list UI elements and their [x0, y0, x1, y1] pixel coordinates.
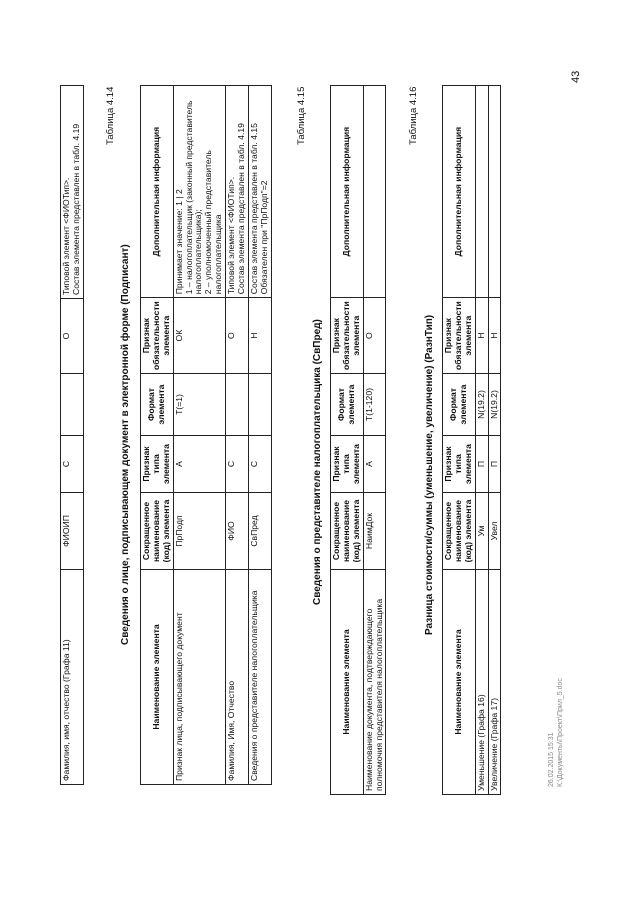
header-row: [443, 86, 476, 795]
header-cell: Наименование элемента: [141, 570, 174, 785]
table-4-16: [442, 85, 501, 795]
header-cell: Признак типа элемента: [141, 436, 174, 493]
table-row: [61, 86, 84, 785]
table-4-15: [330, 85, 386, 795]
header-cell: Сокращенное наименование (код) элемента: [331, 493, 364, 570]
cell-name: Наименование документа, подтверждающего полномочия представителя налогоплательщика: [363, 570, 386, 795]
cell-format: N(19.2): [488, 374, 501, 436]
cell-name: Увеличение (Графа 17): [488, 570, 501, 795]
header-cell: Формат элемента: [331, 374, 364, 436]
header-cell: Признак типа элемента: [443, 436, 476, 493]
cell-type: С: [61, 436, 84, 493]
cell-type: С: [248, 436, 271, 493]
header-row: [331, 86, 364, 795]
cell-info: [475, 86, 488, 298]
cell-format: [226, 374, 249, 436]
cell-type: С: [226, 436, 249, 493]
cell-required: Н: [248, 298, 271, 374]
cell-code: ФИОИП: [61, 493, 84, 570]
table-label: Таблица 4.16: [408, 86, 419, 145]
continuation-table: [60, 85, 84, 785]
cell-format: T(1-120): [363, 374, 386, 436]
cell-info: Принимает значение: 1 | 2 1 – налогоплательщик (законный представитель налогоплательщика); 2 – уполномоченный представитель налогоплательщика: [173, 86, 225, 298]
table-title: Сведения о представителе налогоплательщика (СвПред): [312, 319, 323, 605]
cell-format: T(=1): [173, 374, 225, 436]
table-title: Разница стоимости/суммы (уменьшение, увеличение) (РазнТип): [424, 314, 435, 635]
cell-name: Признак лица, подписывающего документ: [173, 570, 225, 785]
stamp-line: К:\Документы\Проект\Прил_5.doc: [556, 678, 564, 787]
cell-type: А: [173, 436, 225, 493]
cell-format: [61, 374, 84, 436]
header-cell: Наименование элемента: [331, 570, 364, 795]
table-row: [488, 86, 501, 795]
cell-info: Типовой элемент <ФИОТип>. Состав элемента представлен в табл. 4.19: [61, 86, 84, 299]
cell-name: Сведения о представителе налогоплательщика: [248, 570, 271, 785]
cell-code: СвПред: [248, 493, 271, 570]
header-cell: Дополнительная информация: [443, 86, 476, 298]
cell-type: П: [475, 436, 488, 493]
cell-name: Уменьшение (Графа 16): [475, 570, 488, 795]
cell-code: ПрПодп: [173, 493, 225, 570]
header-cell: Признак обязательности элемента: [443, 298, 476, 374]
table-label: Таблица 4.14: [105, 86, 116, 145]
cell-required: Н: [475, 298, 488, 374]
header-cell: Дополнительная информация: [141, 86, 174, 298]
header-cell: Признак обязательности элемента: [331, 298, 364, 374]
cell-code: ФИО: [226, 493, 249, 570]
cell-required: ОК: [173, 298, 225, 374]
header-cell: Наименование элемента: [443, 570, 476, 795]
cell-required: О: [226, 298, 249, 374]
header-cell: Признак обязательности элемента: [141, 298, 174, 374]
cell-name: Фамилия, имя, отчество (Графа 11): [61, 570, 84, 785]
cell-name: Фамилия, Имя, Отчество: [226, 570, 249, 785]
file-stamp: [548, 678, 566, 787]
cell-info: Состав элемента представлен в табл. 4.15 Обязателен при "ПрПодп"=2: [248, 86, 271, 298]
header-cell: Признак типа элемента: [331, 436, 364, 493]
cell-info: [363, 86, 386, 298]
table-row: [173, 86, 225, 785]
table-row: [248, 86, 271, 785]
table-title: Сведения о лице, подписывающем документ в электронной форме (Подписант): [120, 244, 131, 645]
cell-code: Ум: [475, 493, 488, 570]
header-cell: Сокращенное наименование (код) элемента: [443, 493, 476, 570]
cell-info: [488, 86, 501, 298]
table-row: [226, 86, 249, 785]
cell-code: НаимДок: [363, 493, 386, 570]
page-number: 43: [570, 70, 582, 83]
header-row: [141, 86, 174, 785]
header-cell: Формат элемента: [443, 374, 476, 436]
cell-required: О: [363, 298, 386, 374]
header-cell: Формат элемента: [141, 374, 174, 436]
header-cell: Дополнительная информация: [331, 86, 364, 298]
table-row: [475, 86, 488, 795]
cell-required: Н: [488, 298, 501, 374]
cell-info: Типовой элемент <ФИОТип>. Состав элемента представлен в табл. 4.19: [226, 86, 249, 298]
stamp-line: 26.02.2015 15:31: [548, 732, 555, 787]
header-cell: Сокращенное наименование (код) элемента: [141, 493, 174, 570]
cell-type: П: [488, 436, 501, 493]
cell-type: А: [363, 436, 386, 493]
cell-format: [248, 374, 271, 436]
table-4-14: [140, 85, 272, 785]
cell-format: N(19.2): [475, 374, 488, 436]
table-row: [363, 86, 386, 795]
cell-required: О: [61, 299, 84, 374]
cell-code: Увел: [488, 493, 501, 570]
table-label: Таблица 4.15: [296, 86, 307, 145]
